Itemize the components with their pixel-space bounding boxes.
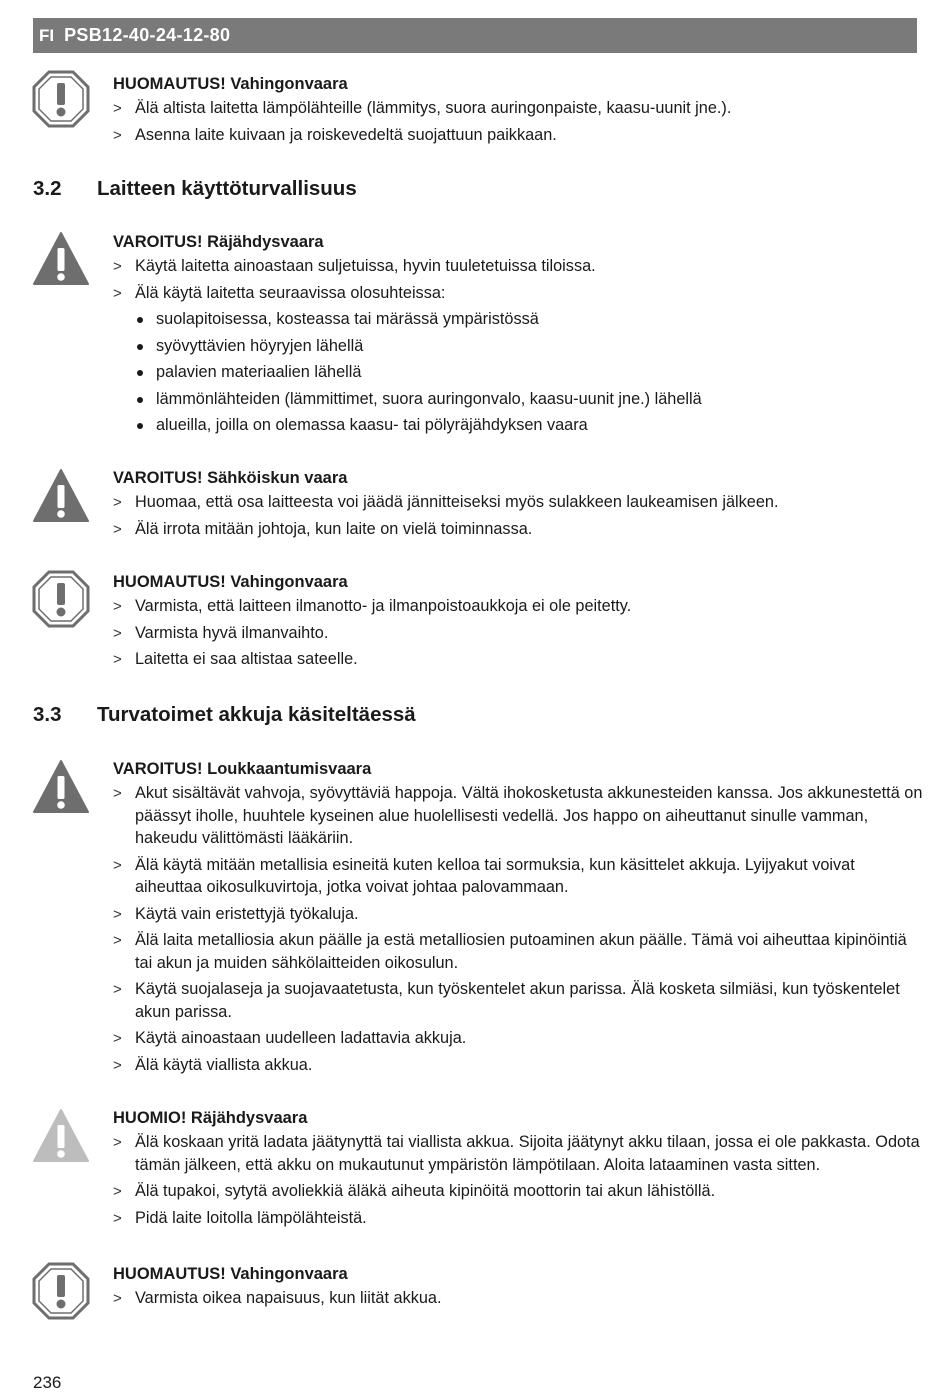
list-item: > Älä laita metalliosia akun päälle ja estä metalliosien putoaminen akun päälle. Tämä voi aiheuttaa kipinöintiä tai akun ja muiden sähkölaitteiden oikosulun. (113, 929, 923, 974)
section-heading (33, 702, 416, 728)
block-title: VAROITUS! Räjähdysvaara (113, 233, 324, 251)
warning-triangle-icon (32, 467, 90, 525)
bullet-item: palavien materiaalien lähellä (113, 361, 923, 384)
block-title: HUOMIO! Räjähdysvaara (113, 1109, 308, 1127)
notice-octagon-icon (32, 570, 90, 628)
bullet-item: syövyttävien höyryjen lähellä (113, 335, 923, 358)
list-item: > Huomaa, että osa laitteesta voi jäädä jännitteiseksi myös sulakkeen laukeamisen jälkeen. (113, 491, 923, 514)
section-number: 3.3 (33, 703, 62, 726)
block-title: HUOMAUTUS! Vahingonvaara (113, 75, 348, 93)
list-item: > Älä irrota mitään johtoja, kun laite on vielä toiminnassa. (113, 518, 923, 541)
warning-triangle-icon (32, 230, 90, 288)
list-item: > Älä käytä viallista akkua. (113, 1054, 923, 1077)
block-title: HUOMAUTUS! Vahingonvaara (113, 1265, 348, 1283)
list-item: > Älä käytä mitään metallisia esineitä kuten kelloa tai sormuksia, kun käsittelet akkuja. Lyijyakut voivat aiheuttaa oikosulkuvirtoja, jotka voivat johtaa palovammaan. (113, 854, 923, 899)
model-number: PSB12-40-24-12-80 (64, 25, 231, 45)
list-item: > Asenna laite kuivaan ja roiskevedeltä suojattuun paikkaan. (113, 124, 923, 147)
list-item: > Akut sisältävät vahvoja, syövyttäviä happoja. Vältä ihokosketusta akkunesteiden kanssa. Jos akkunestettä on päässyt iholle, huuhtele kyseinen alue huolellisesti vedellä. Jos happo on aiheuttanut sinulle vamman, hakeudu välittömästi lääkäriin. (113, 782, 923, 850)
list-item: > Älä koskaan yritä ladata jäätynyttä tai viallista akkua. Sijoita jäätynyt akku tilaan, jossa ei ole pakkasta. Odota tämän jälkeen, että akku on mukautunut ympäristön lämpötilaan. Aloita lataaminen vasta sitten. (113, 1131, 923, 1176)
notice-octagon-icon (32, 1262, 90, 1320)
notice-octagon-icon (32, 70, 90, 128)
bullet-item: suolapitoisessa, kosteassa tai märässä ympäristössä (113, 308, 923, 331)
list-item: > Varmista oikea napaisuus, kun liität akkua. (113, 1287, 923, 1310)
page-header (33, 18, 917, 53)
block-title: HUOMAUTUS! Vahingonvaara (113, 573, 348, 591)
bullet-item: alueilla, joilla on olemassa kaasu- tai pölyräjähdyksen vaara (113, 414, 923, 437)
language-code: FI (39, 25, 55, 45)
section-heading (33, 176, 357, 202)
list-item: > Varmista, että laitteen ilmanotto- ja ilmanpoistoaukkoja ei ole peitetty. (113, 595, 923, 618)
section-title: Turvatoimet akkuja käsiteltäessä (97, 703, 416, 726)
block-title: VAROITUS! Sähköiskun vaara (113, 469, 348, 487)
caution-triangle-icon (32, 1107, 90, 1165)
section-title: Laitteen käyttöturvallisuus (97, 177, 357, 200)
list-item: > Älä käytä laitetta seuraavissa olosuhteissa: (113, 282, 923, 305)
list-item: > Älä altista laitetta lämpölähteille (lämmitys, suora auringonpaiste, kaasu-uunit jne.). (113, 97, 923, 120)
list-item: > Käytä ainoastaan uudelleen ladattavia akkuja. (113, 1027, 923, 1050)
warning-triangle-icon (32, 758, 90, 816)
list-item: > Käytä laitetta ainoastaan suljetuissa, hyvin tuuletetuissa tiloissa. (113, 255, 923, 278)
list-item: > Varmista hyvä ilmanvaihto. (113, 622, 923, 645)
list-item: > Älä tupakoi, sytytä avoliekkiä äläkä aiheuta kipinöitä moottorin tai akun lähistöllä. (113, 1180, 923, 1203)
page-number: 236 (33, 1373, 62, 1392)
block-title: VAROITUS! Loukkaantumisvaara (113, 760, 372, 778)
bullet-item: lämmönlähteiden (lämmittimet, suora auringonvalo, kaasu-uunit jne.) lähellä (113, 388, 923, 411)
section-number: 3.2 (33, 177, 62, 200)
list-item: > Käytä vain eristettyjä työkaluja. (113, 903, 923, 926)
list-item: > Käytä suojalaseja ja suojavaatetusta, kun työskentelet akun parissa. Älä kosketa silmiäsi, kun työskentelet akun parissa. (113, 978, 923, 1023)
list-item: > Laitetta ei saa altistaa sateelle. (113, 648, 923, 671)
list-item: > Pidä laite loitolla lämpölähteistä. (113, 1207, 923, 1230)
